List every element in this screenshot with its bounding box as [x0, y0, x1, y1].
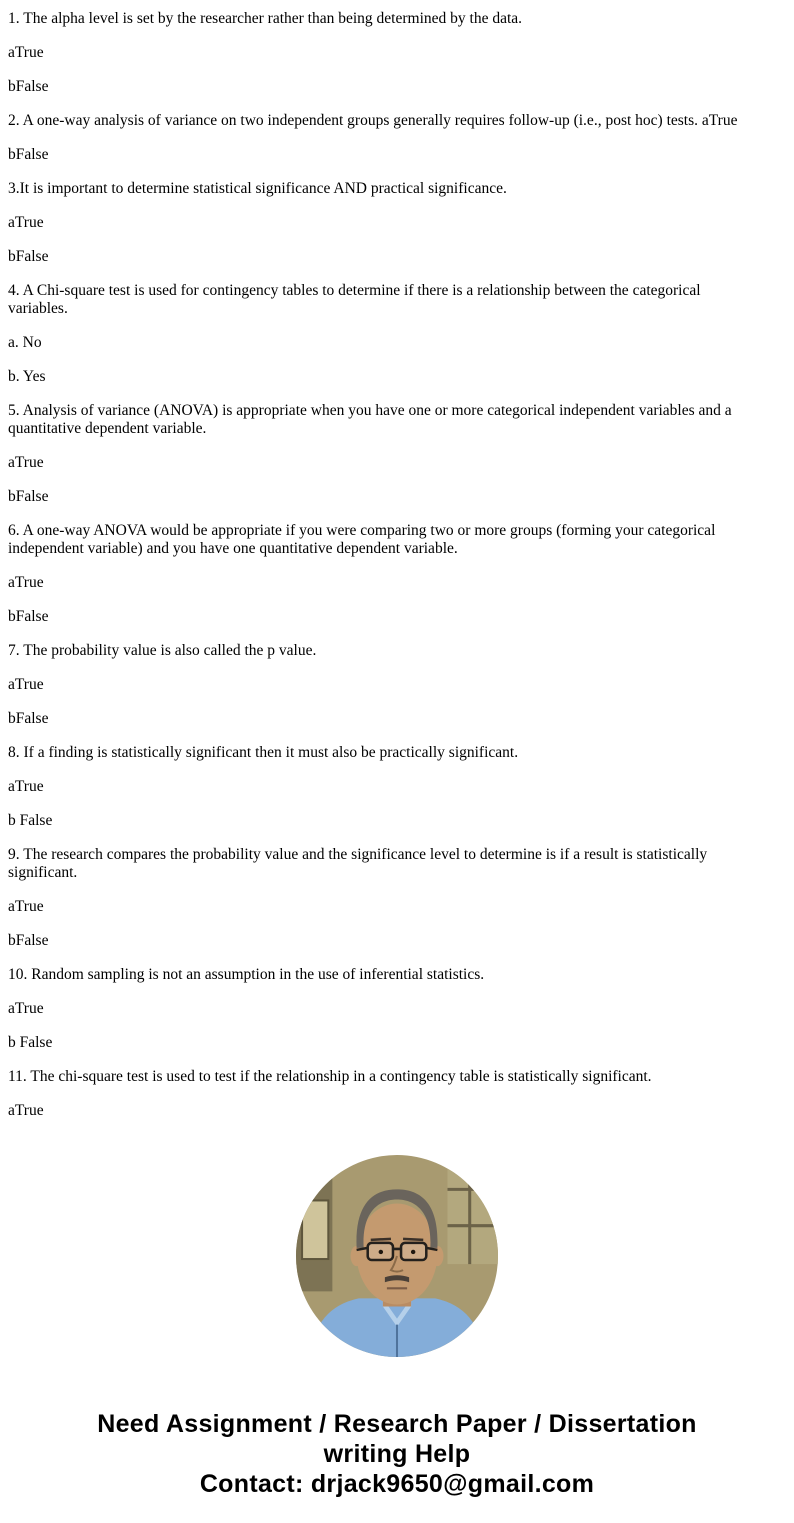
question-text: 8. If a finding is statistically significant then it must also be practically significant.	[8, 744, 519, 761]
answer-option: bFalse	[8, 248, 49, 265]
answer-option: aTrue	[8, 676, 44, 693]
question-text: 6. A one-way ANOVA would be appropriate if you were comparing two or more groups (forming your categorical independent variable) and you have one quantitative dependent variable.	[8, 522, 716, 557]
answer-option: bFalse	[8, 78, 49, 95]
question-text: 4. A Chi-square test is used for contingency tables to determine if there is a relationship between the categorical variables.	[8, 282, 701, 317]
question-text: 5. Analysis of variance (ANOVA) is appropriate when you have one or more categorical independent variables and a quantitative dependent variable.	[8, 402, 732, 437]
help-heading-line1: Need Assignment / Research Paper / Dissertation	[97, 1410, 697, 1438]
quiz-questions	[8, 10, 786, 1120]
avatar-container	[8, 1155, 786, 1357]
question-text: 7. The probability value is also called the p value.	[8, 642, 317, 659]
answer-option: aTrue	[8, 898, 44, 915]
answer-option: aTrue	[8, 454, 44, 471]
answer-option: a. No	[8, 334, 42, 351]
question-text: 9. The research compares the probability value and the significance level to determine is if a result is statistically significant.	[8, 846, 708, 881]
answer-option: aTrue	[8, 574, 44, 591]
answer-option: bFalse	[8, 488, 49, 505]
answer-option: aTrue	[8, 44, 44, 61]
help-heading-line2: writing Help	[323, 1440, 471, 1468]
answer-option: aTrue	[8, 1102, 44, 1119]
answer-option: b False	[8, 1034, 53, 1051]
answer-option: aTrue	[8, 778, 44, 795]
question-text: 3.It is important to determine statistical significance AND practical significance.	[8, 180, 507, 197]
question-text: 11. The chi-square test is used to test if the relationship in a contingency table is statistically significant.	[8, 1068, 652, 1085]
answer-option: b False	[8, 812, 53, 829]
question-text: 1. The alpha level is set by the researcher rather than being determined by the data.	[8, 10, 523, 27]
man-portrait-photo	[296, 1155, 498, 1357]
answer-option: bFalse	[8, 146, 49, 163]
help-heading	[8, 1409, 786, 1469]
answer-option: b. Yes	[8, 368, 46, 385]
footer	[8, 1409, 786, 1499]
answer-option: aTrue	[8, 1000, 44, 1017]
answer-option: bFalse	[8, 608, 49, 625]
contact-email: Contact: drjack9650@gmail.com	[199, 1470, 595, 1498]
answer-option: bFalse	[8, 710, 49, 727]
answer-option: aTrue	[8, 214, 44, 231]
question-text: 2. A one-way analysis of variance on two independent groups generally requires follow-up (i.e., post hoc) tests. aTrue	[8, 112, 738, 129]
answer-option: bFalse	[8, 932, 49, 949]
question-text: 10. Random sampling is not an assumption in the use of inferential statistics.	[8, 966, 485, 983]
